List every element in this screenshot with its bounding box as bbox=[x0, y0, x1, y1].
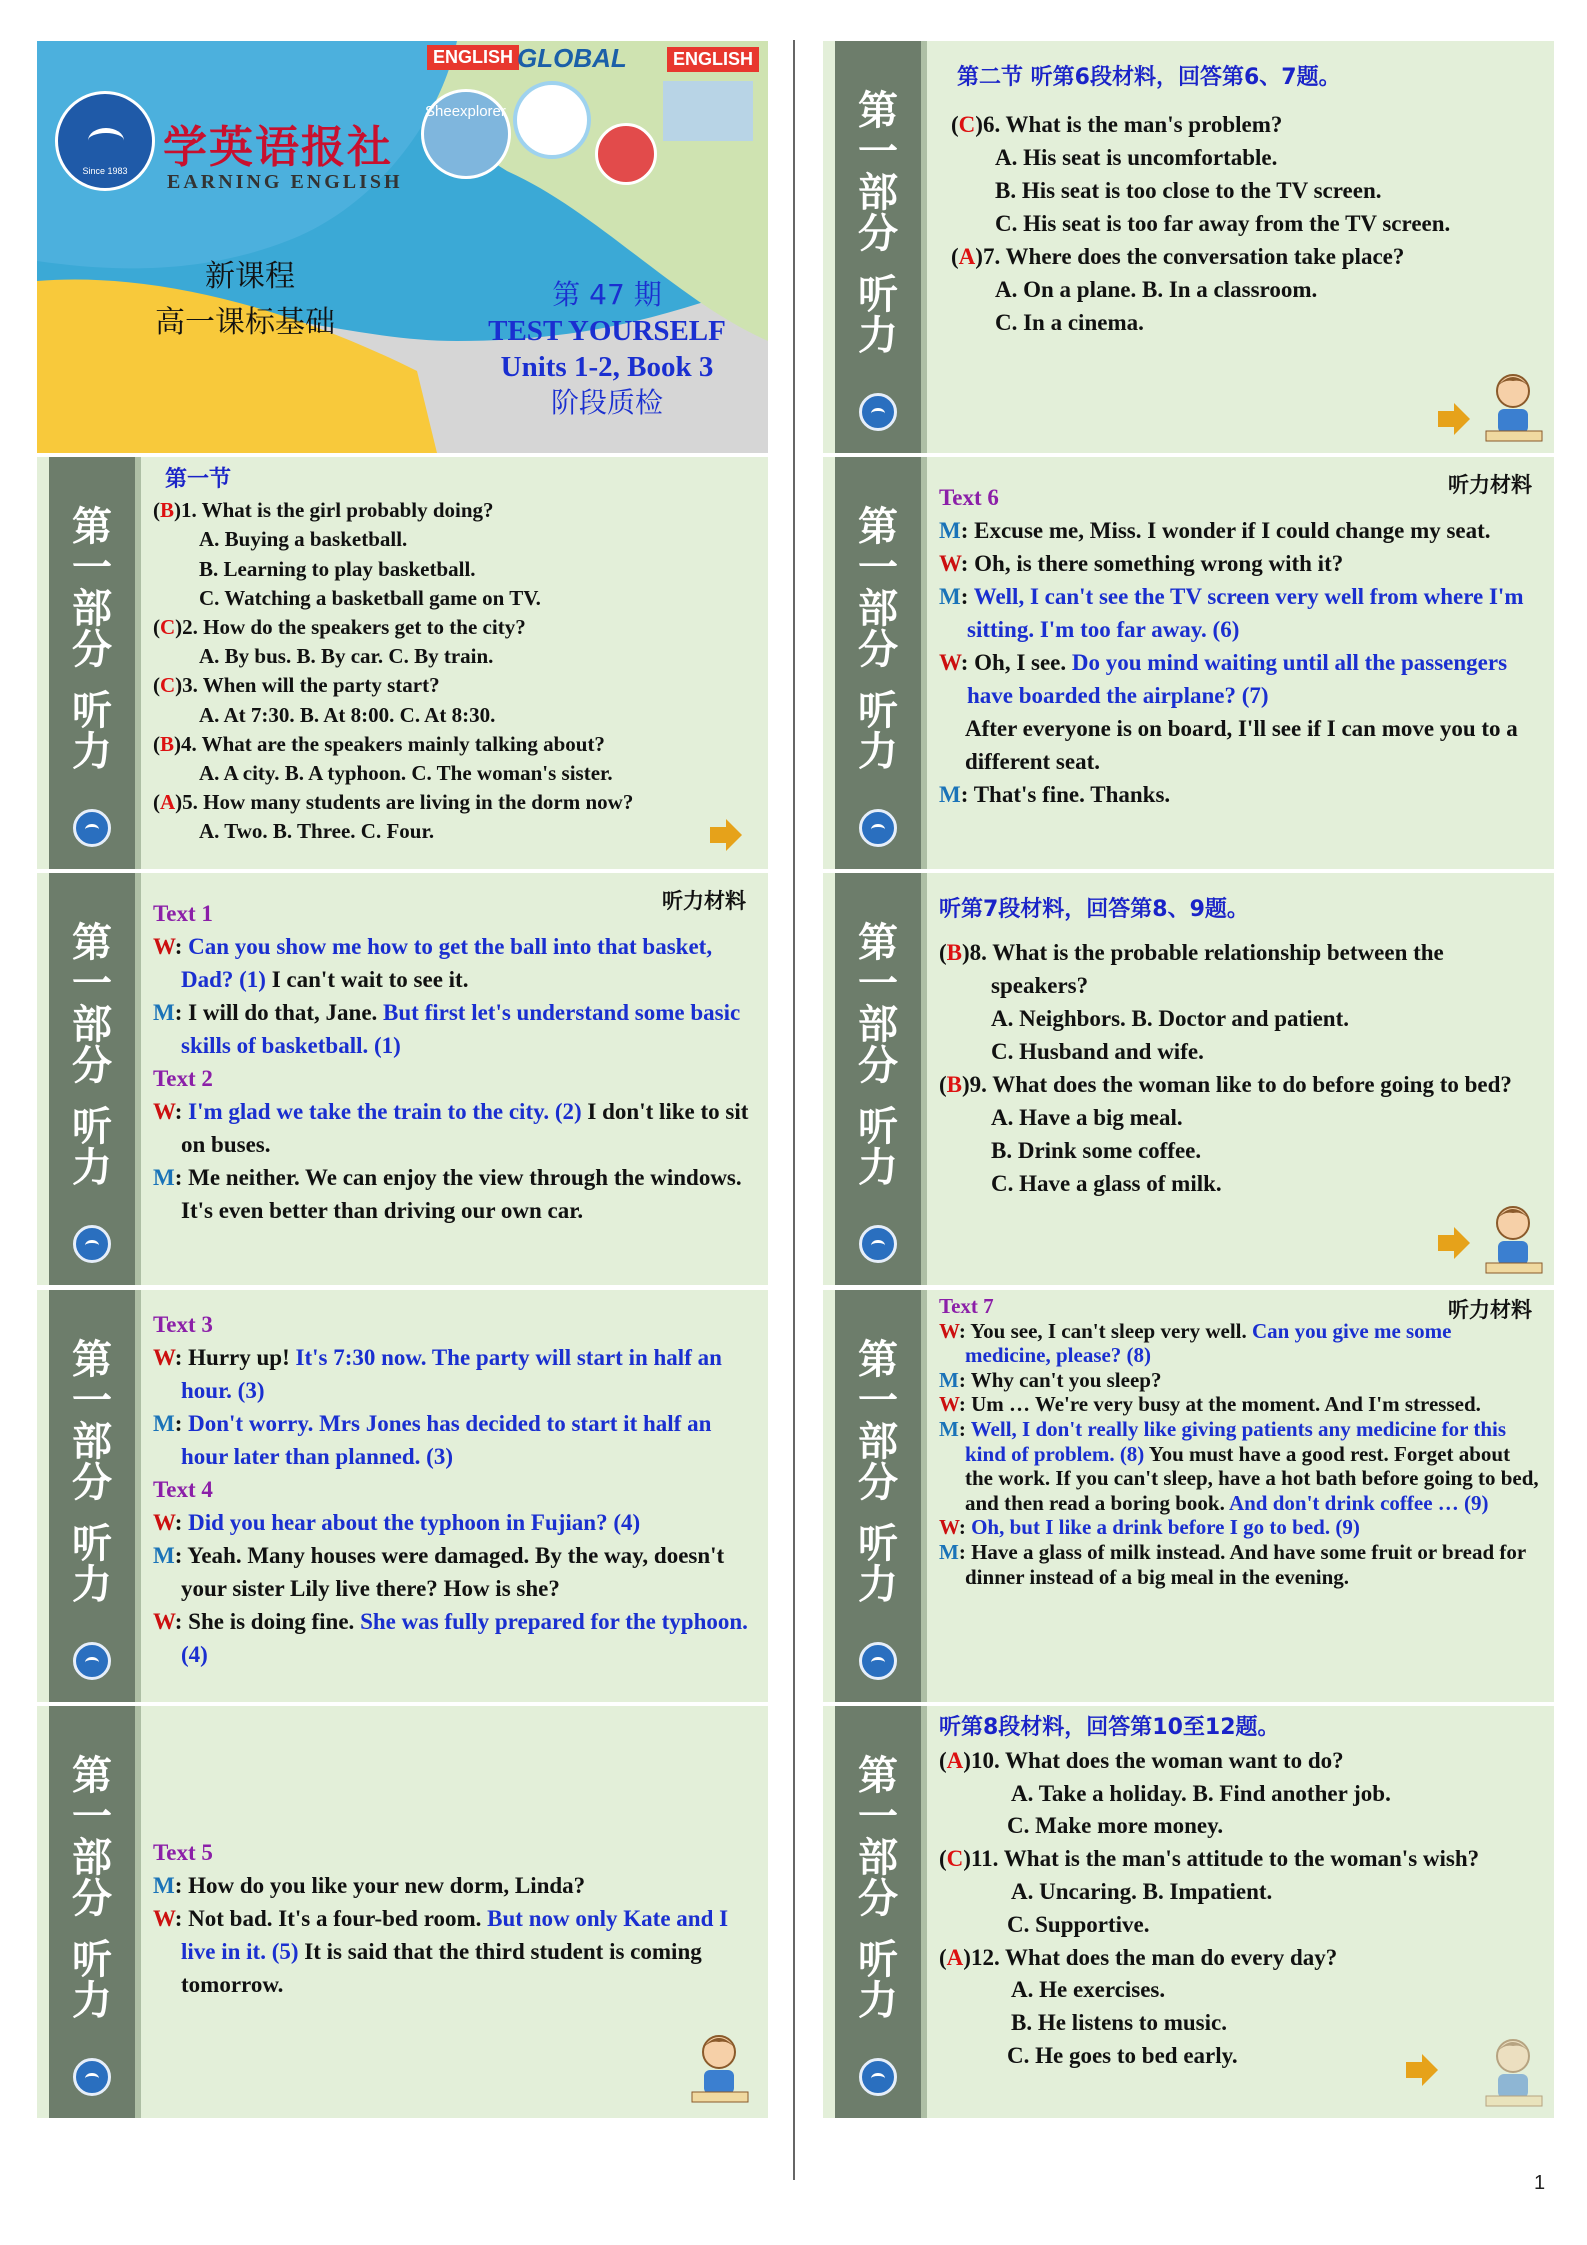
speaker-m: M bbox=[939, 1367, 959, 1392]
highlight-text: Do you mind waiting until all the passengers have boarded the airplane? (7) bbox=[967, 650, 1508, 708]
text-4-label: Text 4 bbox=[153, 1477, 213, 1502]
dialog-text: It is said that the third student is coming tomorrow. bbox=[181, 1939, 702, 1997]
dialog-text: She is doing fine. bbox=[182, 1609, 361, 1634]
speaker-m: M bbox=[153, 1165, 175, 1190]
question-list bbox=[153, 496, 756, 846]
student-cartoon-icon bbox=[1478, 367, 1548, 447]
course-title: 新课程 bbox=[205, 259, 295, 294]
magazine-english: ENGLISH bbox=[427, 45, 519, 70]
dialog-text: : Um … We're very busy at the moment. And I'm stressed. bbox=[958, 1392, 1481, 1417]
side-stripe bbox=[921, 457, 927, 869]
option-line: A. At 7:30. B. At 8:00. C. At 8:30. bbox=[199, 702, 496, 727]
option-line: C. Watching a basketball game on TV. bbox=[199, 585, 541, 610]
question-text: )7. Where does the conversation take place? bbox=[975, 244, 1405, 269]
slide-content: Text 5 M: How do you like your new dorm, Linda? W: Not bad. It's a four-bed room. But now only Kate and I live in it. (5) It is said that the third student is coming tomorrow. bbox=[153, 1836, 756, 2112]
text-5-label: Text 5 bbox=[153, 1840, 213, 1865]
material-label: 听力材料 bbox=[662, 889, 746, 913]
slide-text-1-2 bbox=[37, 873, 768, 1285]
magazine-global: GLOBAL bbox=[517, 43, 627, 73]
question-text: )4. What are the speakers mainly talking about? bbox=[174, 731, 605, 756]
page-divider bbox=[793, 40, 795, 2180]
units-title: Units 1-2, Book 3 bbox=[500, 351, 714, 383]
speaker-w: W bbox=[939, 1392, 959, 1417]
question-text: )1. What is the girl probably doing? bbox=[174, 498, 494, 523]
option: C. Husband and wife. bbox=[991, 1039, 1204, 1064]
answer-letter: A bbox=[958, 244, 976, 269]
logo-badge-icon bbox=[859, 2058, 897, 2096]
side-stripe bbox=[135, 1706, 141, 2118]
option: C. His seat is too far away from the TV screen. bbox=[995, 211, 1451, 236]
question-8: (B)8. What is the probable relationship between the speakers? bbox=[939, 940, 1444, 998]
option-line: A. Two. B. Three. C. Four. bbox=[199, 819, 435, 844]
side-label: 第 一 部 分 听 力 bbox=[858, 1337, 898, 1608]
highlight-text: Well, I can't see the TV screen very well from where I'm sitting. I'm too far away. (6) bbox=[967, 584, 1524, 642]
speaker-m: M bbox=[153, 1543, 175, 1568]
option: A. On a plane. B. In a classroom. bbox=[995, 277, 1318, 302]
dialog-text: Hurry up! bbox=[182, 1345, 296, 1370]
side-stripe bbox=[921, 41, 927, 453]
side-panel bbox=[835, 1706, 921, 2118]
question-6: (C)6. What is the man's problem? bbox=[951, 112, 1283, 137]
side-stripe bbox=[921, 1706, 927, 2118]
dialog-text: : That's fine. Thanks. bbox=[960, 782, 1171, 807]
dialog-text: You must have a good rest. Forget about the work. If you can't sleep, have a hot bath before going to bed, and then read a boring book. bbox=[965, 1441, 1539, 1515]
side-panel bbox=[835, 457, 921, 869]
logo-badge-icon bbox=[859, 393, 897, 431]
dialog-text: : Why can't you sleep? bbox=[958, 1367, 1162, 1392]
dialog-text: : Oh, I see. bbox=[960, 650, 1072, 675]
dialog-text: I can't wait to see it. bbox=[265, 967, 469, 992]
speaker-m: M bbox=[939, 1539, 959, 1564]
speaker-m: M bbox=[939, 782, 961, 807]
course-subtitle: 高一课标基础 bbox=[155, 305, 335, 340]
option: C. Make more money. bbox=[1007, 1813, 1224, 1839]
text-7-label: Text 7 bbox=[939, 1294, 994, 1318]
question-line: (C)3. When will the party start? bbox=[153, 673, 440, 698]
side-panel bbox=[835, 41, 921, 453]
answer-letter: A bbox=[160, 790, 176, 815]
speaker-w: W bbox=[939, 1515, 959, 1540]
question-line: (C)2. How do the speakers get to the city? bbox=[153, 615, 526, 640]
speaker-m: M bbox=[939, 1416, 959, 1441]
student-cartoon-icon bbox=[1478, 1199, 1548, 1279]
dialog-text: Not bad. It's a four-bed room. bbox=[182, 1906, 488, 1931]
side-stripe bbox=[921, 1290, 927, 1702]
text-6-label: Text 6 bbox=[939, 485, 999, 510]
logo-badge-icon bbox=[859, 809, 897, 847]
answer-letter: A bbox=[946, 1747, 964, 1773]
answer-letter: C bbox=[958, 112, 976, 137]
side-label-1: 第 一 部 分 bbox=[72, 504, 112, 673]
speaker-w: W bbox=[153, 1345, 175, 1370]
logo-badge-icon bbox=[73, 2058, 111, 2096]
slide-text-7 bbox=[823, 1290, 1554, 1702]
dialog-text: Yeah. Many houses were damaged. By the way, doesn't your sister Lily live there? How is she? bbox=[181, 1543, 725, 1601]
dialog-text: I will do that, Jane. bbox=[182, 1000, 384, 1025]
question-text: )6. What is the man's problem? bbox=[975, 112, 1283, 137]
slide-text-3-4 bbox=[37, 1290, 768, 1702]
slide-content: Text 7 W: You see, I can't sleep very well. Can you give me some medicine, please? (8) M: Why can't you sleep? W: Um … We're very busy at the moment. And I'm stressed. M: Well, I don't really like giving patients any medicine for this kind of problem. (8) You must have a good rest. Forget about the work. If you can't sleep, have a hot bath before going to bed, and then read a boring book. And don't drink coffee … (9) W: Oh, but I like a drink before I go to bed. (9) M: Have a glass of milk instead. And have some fruit or bread for dinner instead of a big meal in the evening. bbox=[939, 1294, 1542, 1696]
question-text: )3. When will the party start? bbox=[175, 673, 440, 698]
question-text: )8. What is the probable relationship between the speakers? bbox=[962, 940, 1444, 998]
slide-content: Text 1 W: Can you show me how to get the ball into that basket, Dad? (1) I can't wait to see it. M: I will do that, Jane. But first let's understand some basic skills of basketball. (1) Text 2 W: I'm glad we take the train to the city. (2) I don't like to sit on buses. M: Me neither. We can enjoy the view through the windows. It's even better than driving our own car. bbox=[153, 897, 756, 1279]
side-panel bbox=[49, 873, 135, 1285]
logo-since: Since 1983 bbox=[82, 166, 128, 176]
highlight-text: She was fully prepared for the typhoon. (4) bbox=[181, 1609, 748, 1667]
title-slide bbox=[37, 41, 768, 453]
side-label: 第 一 部 分 听 力 bbox=[858, 504, 898, 775]
dove-icon bbox=[88, 128, 124, 153]
magazine-explorer: Sheexplorer bbox=[425, 103, 506, 120]
speaker-m: M bbox=[939, 584, 961, 609]
publisher-logo bbox=[55, 91, 155, 191]
option: A. His seat is uncomfortable. bbox=[995, 145, 1278, 170]
logo-badge-icon bbox=[859, 1225, 897, 1263]
side-stripe bbox=[921, 873, 927, 1285]
speaker-w: W bbox=[939, 1318, 959, 1343]
side-label: 第 一 部 分 听 力 bbox=[858, 1753, 898, 2024]
side-panel bbox=[835, 1290, 921, 1702]
side-panel bbox=[49, 457, 135, 869]
answer-letter: B bbox=[946, 940, 963, 965]
side-label: 第 一 部 分 听 力 bbox=[858, 88, 898, 359]
panda-photo bbox=[513, 81, 591, 159]
option-line: A. A city. B. A typhoon. C. The woman's sister. bbox=[199, 761, 613, 786]
highlight-text: It's 7:30 now. The party will start in half an hour. (3) bbox=[181, 1345, 722, 1403]
question-7: (A)7. Where does the conversation take place? bbox=[951, 244, 1405, 269]
logo-badge-icon bbox=[73, 1225, 111, 1263]
question-line: (B)4. What are the speakers mainly talking about? bbox=[153, 731, 605, 756]
option-line: A. By bus. B. By car. C. By train. bbox=[199, 644, 494, 669]
side-label: 第 一 部 分 听 力 bbox=[858, 920, 898, 1191]
option: A. Take a holiday. B. Find another job. bbox=[1011, 1780, 1391, 1806]
side-panel bbox=[49, 1706, 135, 2118]
highlight-text: Can you give me some medicine, please? (8) bbox=[965, 1318, 1452, 1368]
question-text: )10. What does the woman want to do? bbox=[963, 1747, 1344, 1773]
slide-q8-9 bbox=[823, 873, 1554, 1285]
option: C. He goes to bed early. bbox=[1007, 2042, 1238, 2068]
question-line: (B)1. What is the girl probably doing? bbox=[153, 498, 494, 523]
publisher-name-en: EARNING ENGLISH bbox=[167, 171, 403, 193]
question-text: )9. What does the woman like to do before going to bed? bbox=[962, 1072, 1512, 1097]
option: A. Neighbors. B. Doctor and patient. bbox=[991, 1006, 1350, 1031]
question-11: (C)11. What is the man's attitude to the woman's wish? bbox=[939, 1846, 1480, 1872]
test-title: TEST YOURSELF bbox=[488, 315, 726, 347]
option-line: A. Buying a basketball. bbox=[199, 527, 408, 552]
logo-badge-icon bbox=[73, 1642, 111, 1680]
section-heading: 第二节 听第6段材料，回答第6、7题。 bbox=[957, 65, 1341, 90]
side-label bbox=[49, 504, 135, 775]
section-heading: 听第7段材料，回答第8、9题。 bbox=[939, 897, 1249, 922]
speaker-w: W bbox=[153, 934, 175, 959]
question-text: )11. What is the man's attitude to the woman's wish? bbox=[963, 1846, 1480, 1872]
slide-section-2-q6-7 bbox=[823, 41, 1554, 453]
side-stripe bbox=[135, 873, 141, 1285]
question-9: (B)9. What does the woman like to do before going to bed? bbox=[939, 1072, 1512, 1097]
option: C. Supportive. bbox=[1007, 1911, 1150, 1937]
question-text: )12. What does the man do every day? bbox=[963, 1944, 1338, 1970]
stage-title: 阶段质检 bbox=[550, 386, 663, 419]
mascot-photo bbox=[595, 123, 657, 185]
slide-section-1-questions bbox=[37, 457, 768, 869]
highlight-text: But now only Kate and I live in it. (5) bbox=[181, 1906, 729, 1964]
page-number: 1 bbox=[1534, 2172, 1546, 2194]
answer-letter: B bbox=[946, 1072, 963, 1097]
speaker-icon[interactable] bbox=[1438, 1235, 1456, 1251]
magazine-english-2: ENGLISH bbox=[667, 47, 759, 72]
option: C. Have a glass of milk. bbox=[991, 1171, 1222, 1196]
side-stripe bbox=[135, 457, 141, 869]
question-text: )2. How do the speakers get to the city? bbox=[175, 615, 526, 640]
option-line: B. Learning to play basketball. bbox=[199, 556, 476, 581]
slide-content bbox=[153, 465, 756, 863]
highlight-text: Don't worry. Mrs Jones has decided to start it half an hour later than planned. (3) bbox=[181, 1411, 712, 1469]
highlight-text: Oh, but I like a drink before I go to bed. (9) bbox=[971, 1515, 1360, 1540]
slide-text-5 bbox=[37, 1706, 768, 2118]
slide-content bbox=[939, 1712, 1542, 2112]
speaker-m: M bbox=[153, 1411, 175, 1436]
dialog-text: How do you like your new dorm, Linda? bbox=[182, 1873, 586, 1898]
logo-badge-icon bbox=[73, 809, 111, 847]
speaker-w: W bbox=[939, 650, 961, 675]
cover-photo-2 bbox=[663, 81, 753, 141]
highlight-text: And don't drink coffee … (9) bbox=[1228, 1490, 1489, 1515]
option: B. Drink some coffee. bbox=[991, 1138, 1202, 1163]
publisher-name-cn: 学英语报社 bbox=[163, 122, 393, 173]
side-label-2: 听 力 bbox=[72, 688, 112, 775]
slide-q10-12 bbox=[823, 1706, 1554, 2118]
answer-letter: B bbox=[160, 731, 175, 756]
slide-content bbox=[939, 61, 1542, 447]
answer-letter: C bbox=[160, 615, 176, 640]
slide-content bbox=[939, 893, 1542, 1279]
speaker-m: M bbox=[153, 1000, 175, 1025]
material-label: 听力材料 bbox=[1448, 473, 1532, 497]
material-label: 听力材料 bbox=[1448, 1298, 1532, 1322]
slide-text-6 bbox=[823, 457, 1554, 869]
speaker-w: W bbox=[153, 1099, 175, 1124]
dialog-text: : You see, I can't sleep very well. bbox=[958, 1318, 1253, 1343]
magazine-covers bbox=[417, 41, 768, 191]
slide-content: Text 6 M: Excuse me, Miss. I wonder if I could change my seat. W: Oh, is there something wrong with it? M: Well, I can't see the TV screen very well from where I'm sitting. I'm too far away. (6) W: Oh, I see. Do you mind waiting until all the passengers have boarded the airplane? (7) After everyone is on board, I'll see if I can move you to a different seat. M: That's fine. Thanks. bbox=[939, 481, 1542, 863]
student-cartoon-icon bbox=[1478, 2032, 1548, 2112]
dialog-text: : Oh, is there something wrong with it? bbox=[960, 551, 1344, 576]
answer-letter: C bbox=[160, 673, 176, 698]
option: B. He listens to music. bbox=[1011, 2010, 1227, 2036]
side-stripe bbox=[135, 1290, 141, 1702]
side-label: 第 一 部 分 听 力 bbox=[72, 1337, 112, 1608]
answer-letter: B bbox=[160, 498, 175, 523]
logo-badge-icon bbox=[859, 1642, 897, 1680]
speaker-w: W bbox=[939, 551, 961, 576]
dialog-text: I don't like to sit on buses. bbox=[181, 1099, 749, 1157]
side-label: 第 一 部 分 听 力 bbox=[72, 920, 112, 1191]
option: A. Have a big meal. bbox=[991, 1105, 1183, 1130]
speaker-icon[interactable] bbox=[1438, 411, 1456, 427]
question-text: )5. How many students are living in the dorm now? bbox=[175, 790, 634, 815]
answer-letter: A bbox=[946, 1944, 964, 1970]
option: A. He exercises. bbox=[1011, 1977, 1166, 2003]
speaker-w: W bbox=[153, 1609, 175, 1634]
text-3-label: Text 3 bbox=[153, 1312, 213, 1337]
speaker-m: M bbox=[939, 518, 961, 543]
dialog-text: After everyone is on board, I'll see if I can move you to a different seat. bbox=[965, 716, 1518, 774]
issue-number: 第 47 期 bbox=[552, 278, 662, 311]
speaker-w: W bbox=[153, 1510, 175, 1535]
option: B. His seat is too close to the TV screen. bbox=[995, 178, 1382, 203]
speaker-w: W bbox=[153, 1906, 175, 1931]
dialog-text: : Have a glass of milk instead. And have some fruit or bread for dinner instead of a big meal in the evening. bbox=[958, 1539, 1526, 1589]
slide-content: Text 3 W: Hurry up! It's 7:30 now. The party will start in half an hour. (3) M: Don't worry. Mrs Jones has decided to start it half an hour later than planned. (3) Text 4 W: Did you hear about the typhoon in Fujian? (4) M: Yeah. Many houses were damaged. By the way, doesn't your sister Lily live there? How is she? W: She is doing fine. She was fully prepared for the typhoon. (4) bbox=[153, 1308, 756, 1696]
student-cartoon-icon bbox=[684, 2028, 754, 2108]
highlight-text: Did you hear about the typhoon in Fujian? (4) bbox=[188, 1510, 641, 1535]
highlight-text: Can you show me how to get the ball into that basket, Dad? (1) bbox=[181, 934, 713, 992]
speaker-icon[interactable] bbox=[710, 827, 728, 843]
side-panel bbox=[835, 873, 921, 1285]
speaker-m: M bbox=[153, 1873, 175, 1898]
side-panel bbox=[49, 1290, 135, 1702]
option: C. In a cinema. bbox=[995, 310, 1144, 335]
question-12: (A)12. What does the man do every day? bbox=[939, 1944, 1338, 1970]
answer-letter: C bbox=[946, 1846, 964, 1872]
section-heading: 听第8段材料，回答第10至12题。 bbox=[939, 1715, 1280, 1740]
dialog-text: : Excuse me, Miss. I wonder if I could change my seat. bbox=[960, 518, 1491, 543]
highlight-text: But first let's understand some basic skills of basketball. (1) bbox=[181, 1000, 741, 1058]
speaker-icon[interactable] bbox=[1406, 2062, 1424, 2078]
section-heading: 第一节 bbox=[165, 467, 232, 492]
option: A. Uncaring. B. Impatient. bbox=[1011, 1878, 1273, 1904]
highlight-text: Well, I don't really like giving patients any medicine for this kind of problem. (8) bbox=[965, 1416, 1507, 1466]
side-label: 第 一 部 分 听 力 bbox=[72, 1753, 112, 2024]
highlight-text: I'm glad we take the train to the city. (2) bbox=[188, 1099, 582, 1124]
text-2-label: Text 2 bbox=[153, 1066, 213, 1091]
dialog-text: Me neither. We can enjoy the view through the windows. It's even better than driving our own car. bbox=[181, 1165, 742, 1223]
question-line: (A)5. How many students are living in the dorm now? bbox=[153, 790, 634, 815]
question-10: (A)10. What does the woman want to do? bbox=[939, 1747, 1344, 1773]
text-1-label: Text 1 bbox=[153, 901, 213, 926]
issue-block bbox=[457, 277, 757, 421]
